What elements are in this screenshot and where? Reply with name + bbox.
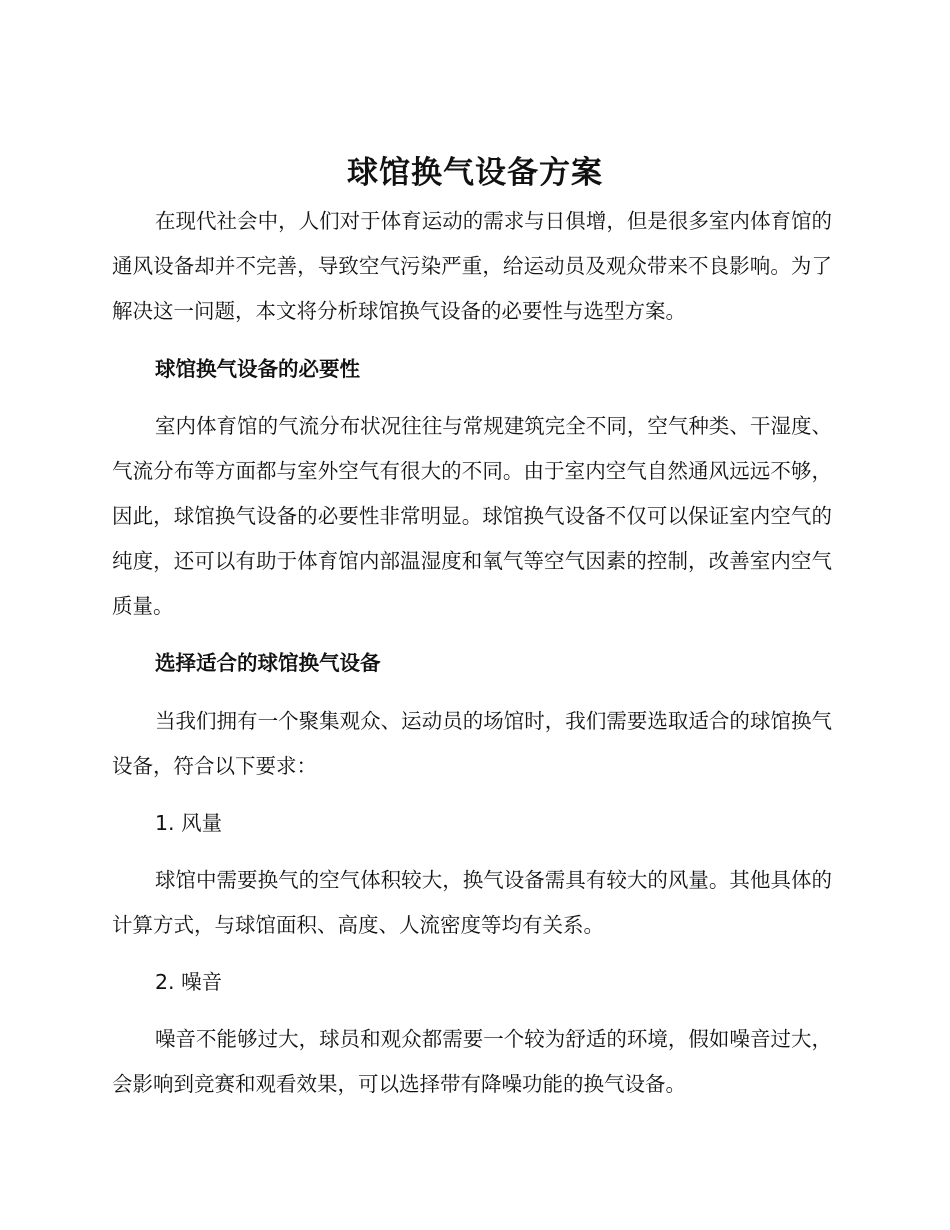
airflow-paragraph: 球馆中需要换气的空气体积较大，换气设备需具有较大的风量。其他具体的计算方式，与球馆面积、高度、人流密度等均有关系。 (112, 868, 832, 937)
selection-paragraph: 当我们拥有一个聚集观众、运动员的场馆时，我们需要选取适合的球馆换气设备，符合以下要求： (112, 709, 832, 778)
document-title: 球馆换气设备方案 (347, 155, 603, 191)
intro-paragraph: 在现代社会中，人们对于体育运动的需求与日俱增，但是很多室内体育馆的通风设备却并不完善，导致空气污染严重，给运动员及观众带来不良影响。为了解决这一问题，本文将分析球馆换气设备的必要性与选型方案。 (112, 209, 832, 323)
necessity-paragraph: 室内体育馆的气流分布状况往往与常规建筑完全不同，空气种类、干湿度、气流分布等方面都与室外空气有很大的不同。由于室内空气自然通风远远不够，因此，球馆换气设备的必要性非常明显。球馆换气设备不仅可以保证室内空气的纯度，还可以有助于体育馆内部温湿度和氧气等空气因素的控制，改善室内空气质量。 (112, 414, 832, 618)
section-heading-necessity: 球馆换气设备的必要性 (155, 357, 360, 381)
noise-paragraph: 噪音不能够过大，球员和观众都需要一个较为舒适的环境，假如噪音过大，会影响到竞赛和观看效果，可以选择带有降噪功能的换气设备。 (112, 1027, 832, 1096)
item-heading-noise: 2. 噪音 (155, 970, 223, 994)
item-heading-airflow: 1. 风量 (155, 811, 223, 835)
section-heading-selection: 选择适合的球馆换气设备 (155, 651, 381, 675)
